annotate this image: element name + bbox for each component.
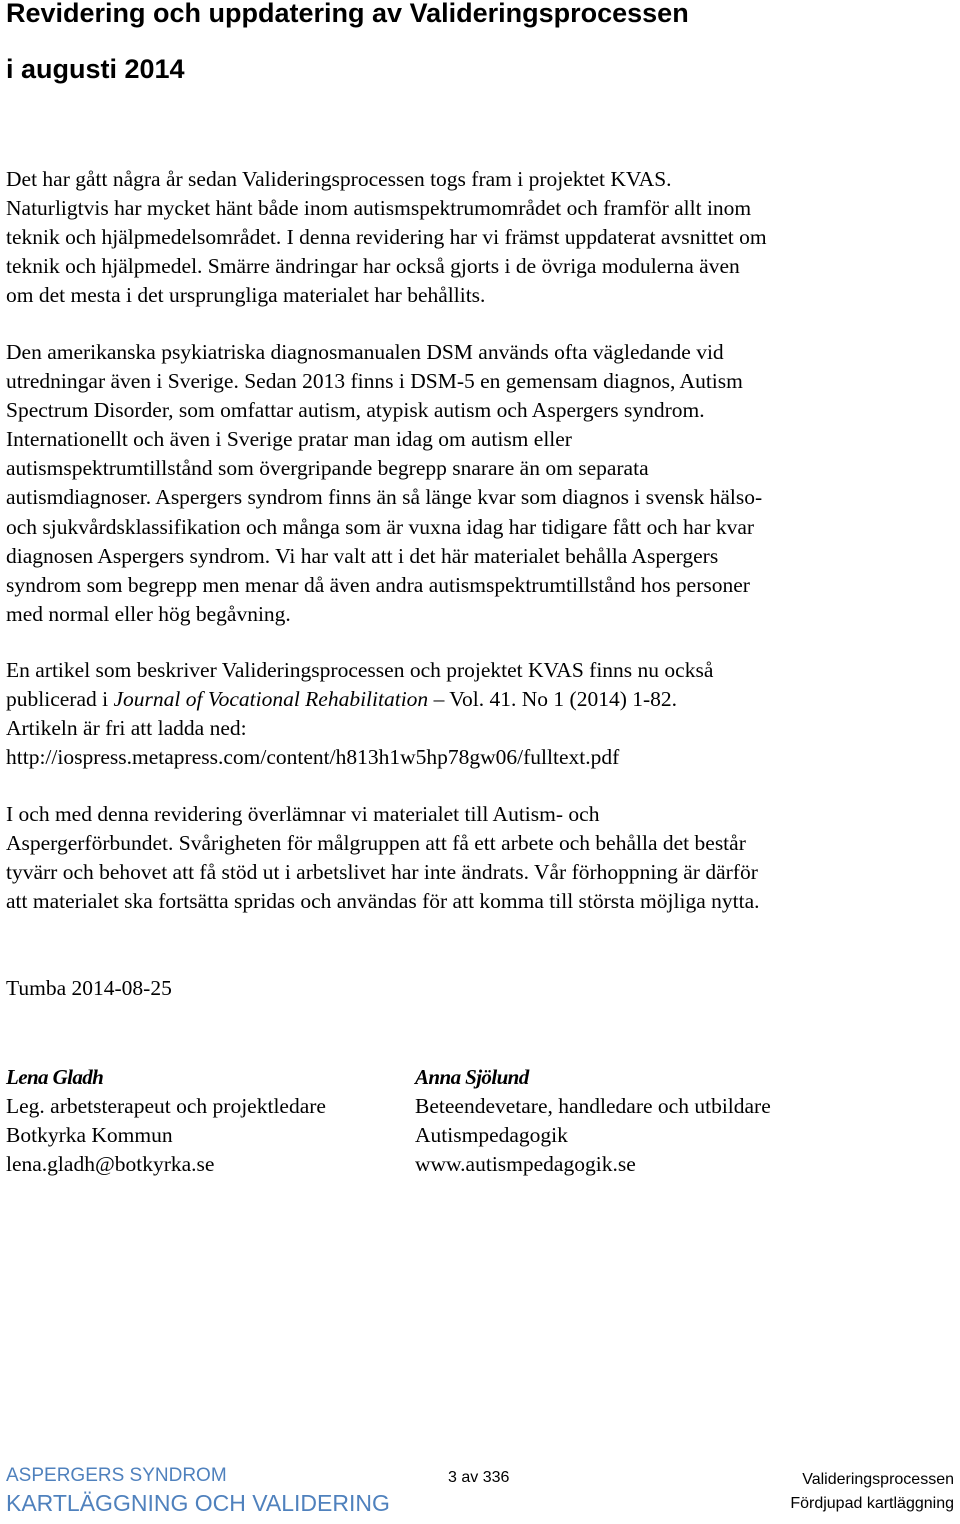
article-text-pre: publicerad i [6, 687, 114, 712]
footer-series-subtitle: KARTLÄGGNING OCH VALIDERING [6, 1490, 390, 1516]
paragraph-line: autismspektrumtillstånd som övergripande begrepp snarare än om separata [6, 456, 649, 481]
paragraph-line: teknik och hjälpmedel. Smärre ändringar har också gjorts i de övriga modulerna även [6, 254, 740, 279]
footer-subsection: Fördjupad kartläggning [790, 1495, 954, 1512]
signature-block-2 [415, 1062, 771, 1179]
paragraph-line: Naturligtvis har mycket hänt både inom autismspektrumområdet och framför allt inom [6, 196, 752, 221]
paragraph-line: diagnosen Aspergers syndrom. Vi har valt att i det här materialet behålla Aspergers [6, 543, 719, 568]
paragraph-line: En artikel som beskriver Valideringsprocessen och projektet KVAS finns nu också [6, 658, 714, 682]
paragraph-line: syndrom som begrepp men menar då även andra autismspektrumtillstånd hos personer [6, 572, 750, 597]
paragraph-line: Spectrum Disorder, som omfattar autism, atypisk autism och Aspergers syndrom. [6, 398, 705, 423]
paragraph-line [6, 685, 951, 714]
signature-contact[interactable]: lena.gladh@botkyrka.se [6, 1152, 215, 1177]
journal-title: Journal of Vocational Rehabilitation [113, 687, 429, 712]
paragraph-line: Artikeln är fri att ladda ned: [6, 716, 247, 741]
signature-contact[interactable]: www.autismpedagogik.se [415, 1152, 636, 1177]
paragraph-line: autismdiagnoser. Aspergers syndrom finns än så länge kvar som diagnos i svensk hälso- [6, 485, 763, 510]
footer-right [790, 1468, 954, 1516]
footer-section: Valideringsprocessen [802, 1471, 954, 1488]
page-number: 3 av 336 [448, 1469, 510, 1486]
signature-org: Botkyrka Kommun [6, 1123, 173, 1148]
place-date: Tumba 2014-08-25 [6, 976, 172, 1000]
paragraph-article [6, 656, 951, 772]
paragraph-line: tyvärr och behovet att få stöd ut i arbetslivet har inte ändrats. Vår förhoppning är därför [6, 860, 758, 885]
article-text-post: – Vol. 41. No 1 (2014) 1-82. [428, 687, 678, 712]
paragraph-line: om det mesta i det ursprungliga materialet har behållits. [6, 283, 486, 308]
footer-series-title: ASPERGERS SYNDROM [6, 1465, 227, 1486]
signature-role: Beteendevetare, handledare och utbildare [415, 1094, 771, 1118]
paragraph-line: och sjukvårdsklassifikation och många som är vuxna idag har tidigare fått och har kvar [6, 514, 755, 539]
paragraph-line: med normal eller hög begåvning. [6, 601, 291, 626]
signature-block-1 [6, 1062, 326, 1179]
article-link[interactable]: http://iospress.metapress.com/content/h813h1w5hp78gw06/fulltext.pdf [6, 745, 620, 770]
paragraph-line: Aspergerförbundet. Svårigheten för målgruppen att få ett arbete och behålla det består [6, 831, 746, 856]
paragraph-line: teknik och hjälpmedelsområdet. I denna revidering har vi främst uppdaterat avsnittet om [6, 225, 767, 250]
paragraph-line: I och med denna revidering överlämnar vi materialet till Autism- och [6, 802, 600, 826]
page-title-line2: i augusti 2014 [6, 54, 185, 84]
paragraph-intro [6, 165, 951, 310]
paragraph-line: att materialet ska fortsätta spridas och användas för att komma till största möjliga nytta. [6, 889, 760, 914]
signature-name: Anna Sjölund [415, 1065, 529, 1089]
paragraph-line: Det har gått några år sedan Valideringsprocessen togs fram i projektet KVAS. [6, 167, 672, 191]
signature-name: Lena Gladh [6, 1065, 104, 1089]
signature-org: Autismpedagogik [415, 1123, 568, 1148]
signature-role: Leg. arbetsterapeut och projektledare [6, 1094, 326, 1118]
paragraph-line: utredningar även i Sverige. Sedan 2013 finns i DSM-5 en gemensam diagnos, Autism [6, 369, 743, 394]
paragraph-line: Internationellt och även i Sverige pratar man idag om autism eller [6, 427, 572, 452]
paragraph-dsm [6, 338, 951, 629]
paragraph-line: Den amerikanska psykiatriska diagnosmanualen DSM används ofta vägledande vid [6, 340, 724, 364]
page-title-line1: Revidering och uppdatering av Valideringsprocessen [6, 0, 689, 28]
footer-left [6, 1464, 390, 1518]
paragraph-handover [6, 800, 951, 916]
